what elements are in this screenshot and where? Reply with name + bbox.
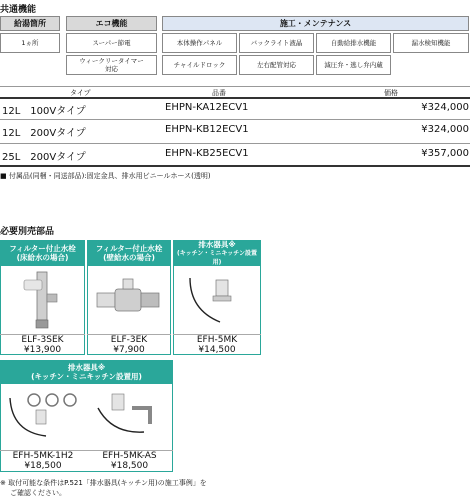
part-head-4 <box>0 360 173 384</box>
parts-note-line1: ※ 取付可能な条件はP.521「排水器具(キッチン用)の施工事例」を <box>0 479 207 487</box>
row-rule-1 <box>0 119 470 120</box>
maint-cell-7: 減圧弁・逃し弁内蔵 <box>316 55 391 75</box>
row-rule-2 <box>0 143 470 144</box>
part-price-2: ¥7,900 <box>113 345 145 355</box>
row-price-1: ¥324,000 <box>421 102 469 113</box>
parts-note-line2: ご確認ください。 <box>10 489 66 497</box>
water-header: 給湯箇所 <box>0 16 60 31</box>
maint-cell-4: 漏水検知機能 <box>393 33 469 53</box>
parts-title: 必要別売部品 <box>0 227 55 237</box>
maint-cell-3: 自動給排水機能 <box>316 33 391 53</box>
part-head-4-line2: (キッチン・ミニキッチン設置用) <box>31 372 142 381</box>
row-type-1: 12L 100Vタイプ <box>2 106 86 117</box>
drain-kit-as-image <box>92 388 168 440</box>
row-type-3: 25L 200Vタイプ <box>2 152 86 163</box>
row-code-3: EHPN-KB25ECV1 <box>165 148 249 159</box>
table-bottom-rule <box>0 165 470 167</box>
part-head-1-line1: フィルター付止水栓 <box>9 244 76 253</box>
part-price-5: ¥18,500 <box>110 461 149 471</box>
col-header-type: タイプ <box>70 89 91 97</box>
wall-stop-valve-image <box>95 275 163 325</box>
drain-kit-1h2-image <box>6 388 82 440</box>
row-type-2: 12L 200Vタイプ <box>2 128 86 139</box>
row-code-1: EHPN-KA12ECV1 <box>165 102 249 113</box>
part-price-1: ¥13,900 <box>23 345 62 355</box>
part-head-1-line2: (床給水の場合) <box>16 253 69 262</box>
maint-cell-6: 左右配管対応 <box>239 55 314 75</box>
part-head-4-line1: 排水器具※ <box>67 363 106 372</box>
maint-cell-2: バックライト液晶 <box>239 33 314 53</box>
table-top-rule <box>0 86 470 87</box>
water-cell: 1ヵ所 <box>0 33 60 53</box>
part-code-1: ELF-3SEK <box>21 335 64 345</box>
part-head-2 <box>87 240 171 266</box>
table-header-rule <box>0 97 470 99</box>
maint-cell-1: 本体操作パネル <box>162 33 237 53</box>
maint-cell-5: チャイルドロック <box>162 55 237 75</box>
part-code-4: EFH-5MK-1H2 <box>12 451 74 461</box>
part-code-2: ELF-3EK <box>110 335 148 345</box>
maint-header: 施工・メンテナンス <box>162 16 469 31</box>
eco-cell-1: スーパー節電 <box>66 33 157 53</box>
part-code-5: EFH-5MK-AS <box>102 451 157 461</box>
eco-cell-2: ウィークリータイマー 対応 <box>66 55 157 75</box>
part-head-3-line1: 排水器具※ <box>198 239 236 249</box>
part-price-3: ¥14,500 <box>198 345 236 355</box>
part-head-2-line1: フィルター付止水栓 <box>95 244 163 253</box>
part-head-3-line2: (キッチン・ミニキッチン設置用) <box>177 249 257 266</box>
part-head-1 <box>0 240 85 266</box>
part-head-2-line2: (壁給水の場合) <box>103 253 155 262</box>
part-code-3: EFH-5MK <box>196 335 238 345</box>
row-price-2: ¥324,000 <box>421 124 469 135</box>
row-price-3: ¥357,000 <box>421 148 469 159</box>
col-header-code: 品番 <box>212 89 226 97</box>
part-price-4: ¥18,500 <box>24 461 62 471</box>
eco-header: エコ機能 <box>66 16 157 31</box>
row-code-2: EHPN-KB12ECV1 <box>165 124 249 135</box>
col-header-price: 価格 <box>384 89 398 97</box>
drain-fitting-image <box>180 270 256 330</box>
floor-stop-valve-image <box>10 270 74 330</box>
part-head-3 <box>173 240 261 266</box>
accessories-footnote: ■ 付属品(同梱・同送部品):固定金具、排水用ビニールホース(透明) <box>0 172 211 180</box>
common-features-title: 共通機能 <box>0 5 37 15</box>
